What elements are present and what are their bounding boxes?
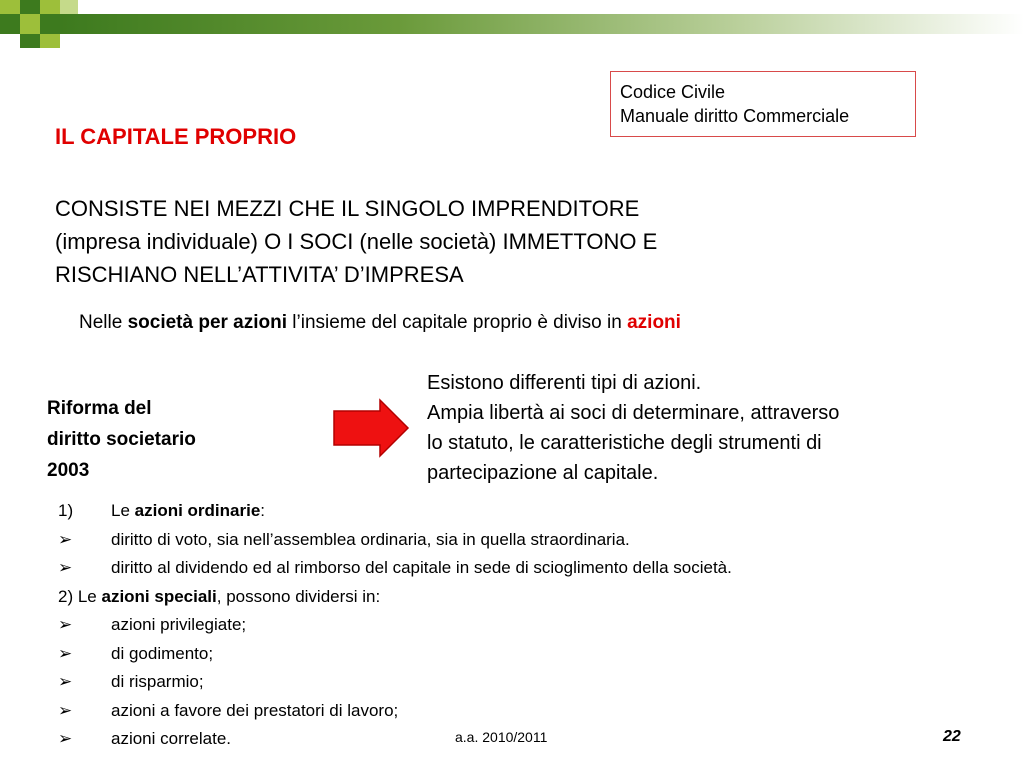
list-text: di risparmio; [111, 672, 204, 691]
deco-square [20, 14, 40, 34]
spa-statement [79, 312, 681, 334]
page-number: 22 [943, 728, 961, 745]
azioni-types-line: Ampia libertà ai soci di determinare, attraverso [427, 402, 840, 424]
list-bold: azioni speciali [101, 586, 217, 606]
deco-square [60, 0, 78, 14]
bullet-arrow-icon: ➢ [58, 558, 73, 577]
spa-middle: l’insieme del capitale proprio è diviso in [287, 312, 628, 333]
deco-square [40, 14, 60, 34]
list-item [58, 725, 732, 754]
list-item [58, 640, 732, 669]
list-text: diritto di voto, sia nell’assemblea ordinaria, sia in quella straordinaria. [111, 529, 630, 549]
list-text: di godimento; [111, 643, 214, 663]
deco-square [40, 0, 60, 14]
reference-line: Manuale diritto Commerciale [620, 106, 850, 126]
deco-square [40, 34, 60, 48]
definition-line: (impresa individuale) O I SOCI (nelle società) IMMETTONO E [55, 229, 658, 254]
list-text: azioni privilegiate; [111, 615, 247, 634]
list-item [58, 668, 732, 697]
list-text: , possono dividersi in: [216, 586, 381, 606]
list-item [58, 697, 732, 726]
list-text: : [260, 501, 266, 520]
list-item [58, 611, 732, 640]
bullet-arrow-icon: ➢ [58, 672, 73, 691]
bullet-arrow-icon: ➢ [58, 643, 73, 663]
definition-line: RISCHIANO NELL’ATTIVITA’ D’IMPRESA [55, 262, 464, 287]
deco-square [0, 14, 20, 34]
riforma-line: 2003 [47, 460, 90, 481]
azioni-types-line: Esistono differenti tipi di azioni. [427, 372, 702, 394]
deco-square [0, 0, 20, 14]
azioni-types-line: lo statuto, le caratteristiche degli strumenti di [427, 432, 822, 454]
footer-year: a.a. 2010/2011 [455, 729, 548, 745]
azioni-types-line: partecipazione al capitale. [427, 462, 659, 484]
bullet-arrow-icon: ➢ [58, 700, 73, 720]
list-text: diritto al dividendo ed al rimborso del capitale in sede di scioglimento della società. [111, 558, 732, 577]
slide-title: IL CAPITALE PROPRIO [55, 124, 297, 149]
list-item [58, 583, 732, 612]
spa-bold: società per azioni [127, 312, 288, 333]
deco-square [20, 34, 40, 48]
riforma-label [47, 393, 196, 486]
list-text: azioni a favore dei prestatori di lavoro; [111, 700, 399, 720]
list-item [58, 526, 732, 555]
azioni-types-text [427, 368, 987, 488]
azioni-list [58, 497, 732, 754]
riforma-line: diritto societario [47, 429, 196, 450]
spa-prefix: Nelle [79, 312, 128, 333]
bullet-arrow-icon: ➢ [58, 615, 73, 634]
right-arrow-icon [332, 398, 412, 458]
bullet-arrow-icon: ➢ [58, 529, 73, 549]
list-text: 2) Le [58, 586, 102, 606]
deco-square [20, 0, 40, 14]
reference-box [610, 71, 916, 137]
list-text: azioni correlate. [111, 729, 232, 748]
riforma-line: Riforma del [47, 398, 152, 419]
definition-text [55, 192, 875, 291]
spa-azioni: azioni [627, 312, 681, 333]
list-text: Le [111, 501, 135, 520]
list-item [58, 497, 732, 526]
reference-line: Codice Civile [620, 82, 726, 102]
list-bold: azioni ordinarie [134, 501, 261, 520]
bullet-arrow-icon: ➢ [58, 729, 73, 748]
definition-line: CONSISTE NEI MEZZI CHE IL SINGOLO IMPRENDITORE [55, 196, 640, 221]
header-decoration [0, 0, 1024, 48]
gradient-band [60, 14, 1024, 34]
list-item [58, 554, 732, 583]
list-marker: 1) [58, 501, 74, 520]
